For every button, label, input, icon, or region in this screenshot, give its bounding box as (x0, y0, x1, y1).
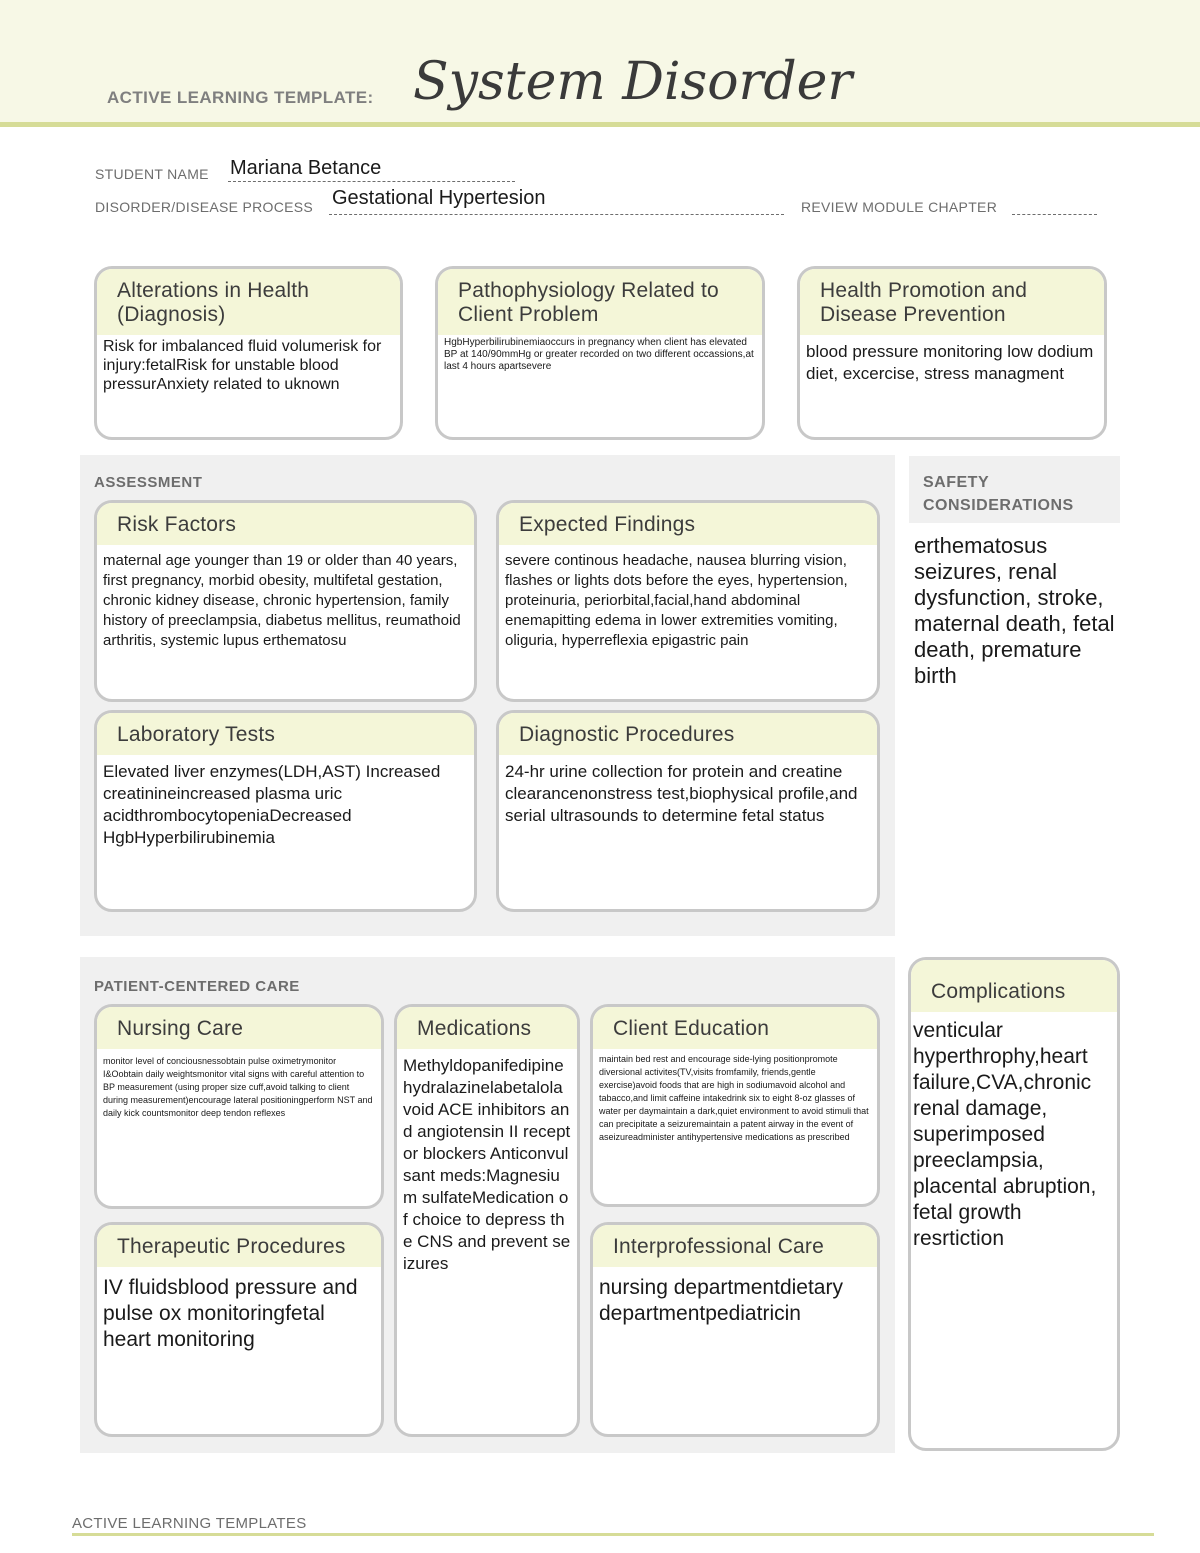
student-name-line (228, 181, 515, 182)
client-education-body[interactable]: maintain bed rest and encourage side-lying positionpromote diversional activites(TV,visits fromfamily, friends,gentle exercise)avoid foods that are high in sodiumavoid alcohol and tabacco,and limit caffeine intakedrink six to eight 8-oz glasses of water per daymaintain a dark,quiet environment to avoid stimuli that can precipitate a seizuremaintain a patent airway in the event of aseizureadminister antihypertensive medications as prescribed (599, 1054, 869, 1142)
risk-factors-title: Risk Factors (97, 503, 474, 545)
review-module-label: REVIEW MODULE CHAPTER (801, 199, 998, 215)
health-promotion-title: Health Promotion and Disease Prevention (800, 269, 1104, 335)
safety-considerations-panel (909, 456, 1120, 936)
expected-findings-title: Expected Findings (499, 503, 877, 545)
medications-body[interactable]: Methyldopanifedipinehydralazinelabetalolavoid ACE inhibitors and angiotensin II receptor blockers Anticonvulsant meds:Magnesium sulfateMedication of choice to depress the CNS and prevent seizures (403, 1056, 571, 1273)
therapeutic-procedures-title: Therapeutic Procedures (97, 1225, 381, 1267)
interprofessional-care-body[interactable]: nursing departmentdietary departmentpediatricin (599, 1276, 843, 1325)
nursing-care-title: Nursing Care (97, 1007, 381, 1049)
interprofessional-care-card (590, 1222, 880, 1437)
laboratory-tests-card (94, 710, 477, 912)
risk-factors-body[interactable]: maternal age younger than 19 or older than 40 years, first pregnancy, morbid obesity, multifetal gestation, chronic kidney disease, chronic hypertension, family history of preeclampsia, diabetus mellitus, reumathoid arthritis, systemic lupus erthematosu (103, 552, 461, 649)
disorder-label: DISORDER/DISEASE PROCESS (95, 199, 314, 215)
student-name-label: STUDENT NAME (95, 166, 209, 182)
review-module-line (1012, 214, 1097, 215)
disorder-field[interactable]: Gestational Hypertesion (332, 187, 546, 209)
medications-title: Medications (397, 1007, 577, 1049)
student-name-field[interactable]: Mariana Betance (230, 157, 382, 179)
safety-considerations-title: SAFETY CONSIDERATIONS (909, 456, 1120, 523)
pathophysiology-title: Pathophysiology Related to Client Problem (438, 269, 762, 335)
client-education-card (590, 1004, 880, 1207)
nursing-care-body[interactable]: monitor level of conciousnessobtain pulse oximetrymonitor I&Oobtain daily weightsmonitor vital signs with careful attention to BP measurement (using proper size cuff,avoid talking to client during measurement)encourage lateral positioningperform NST and daily kick countsmonitor deep tendon reflexes (103, 1056, 373, 1118)
pathophysiology-body[interactable]: HgbHyperbilirubinemiaoccurs in pregnancy when client has elevated BP at 140/90mmHg or greater recorded on two different occassions,at last 4 hours apartsevere (444, 337, 754, 372)
assessment-title: ASSESSMENT (94, 474, 203, 491)
risk-factors-card (94, 500, 477, 702)
health-promotion-card (797, 266, 1107, 440)
pathophysiology-card (435, 266, 765, 440)
safety-considerations-body[interactable]: erthematosus seizures, renal dysfunction, stroke, maternal death, fetal death, premature birth (914, 533, 1115, 688)
medications-card (394, 1004, 580, 1437)
footer-rule (72, 1533, 1154, 1536)
alterations-body[interactable]: Risk for imbalanced fluid volumerisk for injury:fetalRisk for unstable blood pressurAnxiety related to uknown (103, 338, 382, 393)
expected-findings-body[interactable]: severe continous headache, nausea blurring vision, flashes or lights dots before the eyes, hypertension, proteinuria, periorbital,facial,hand abdominal enemapitting edema in lower extremities vomiting, oliguria, hyperreflexia epigastric pain (505, 552, 848, 649)
nursing-care-card (94, 1004, 384, 1209)
alterations-card (94, 266, 403, 440)
therapeutic-procedures-body[interactable]: IV fluidsblood pressure and pulse ox monitoringfetal heart monitoring (103, 1276, 358, 1351)
page-title: System Disorder (413, 52, 853, 112)
client-education-title: Client Education (593, 1007, 877, 1049)
expected-findings-card (496, 500, 880, 702)
health-promotion-body[interactable]: blood pressure monitoring low dodium diet, excercise, stress managment (806, 342, 1094, 383)
laboratory-tests-title: Laboratory Tests (97, 713, 474, 755)
complications-title: Complications (911, 960, 1117, 1012)
diagnostic-procedures-title: Diagnostic Procedures (499, 713, 877, 755)
alterations-title: Alterations in Health (Diagnosis) (97, 269, 400, 335)
diagnostic-procedures-body[interactable]: 24-hr urine collection for protein and creatine clearancenonstress test,biophysical profile,and serial ultrasounds to determine fetal status (505, 762, 858, 825)
template-label: ACTIVE LEARNING TEMPLATE: (107, 88, 374, 107)
complications-card (908, 957, 1120, 1451)
complications-body[interactable]: venticular hyperthrophy,heart failure,CVA,chronic renal damage, superimposed preeclampsia, placental abruption, fetal growth resrtiction (913, 1019, 1097, 1250)
diagnostic-procedures-card (496, 710, 880, 912)
therapeutic-procedures-card (94, 1222, 384, 1437)
disorder-line (329, 214, 784, 215)
interprofessional-care-title: Interprofessional Care (593, 1225, 877, 1267)
header-rule (0, 122, 1200, 127)
patient-care-title: PATIENT-CENTERED CARE (94, 978, 300, 995)
footer-label: ACTIVE LEARNING TEMPLATES (72, 1515, 307, 1532)
laboratory-tests-body[interactable]: Elevated liver enzymes(LDH,AST) Increased creatinineincreased plasma uric acidthrombocytopeniaDecreased HgbHyperbilirubinemia (103, 762, 441, 847)
